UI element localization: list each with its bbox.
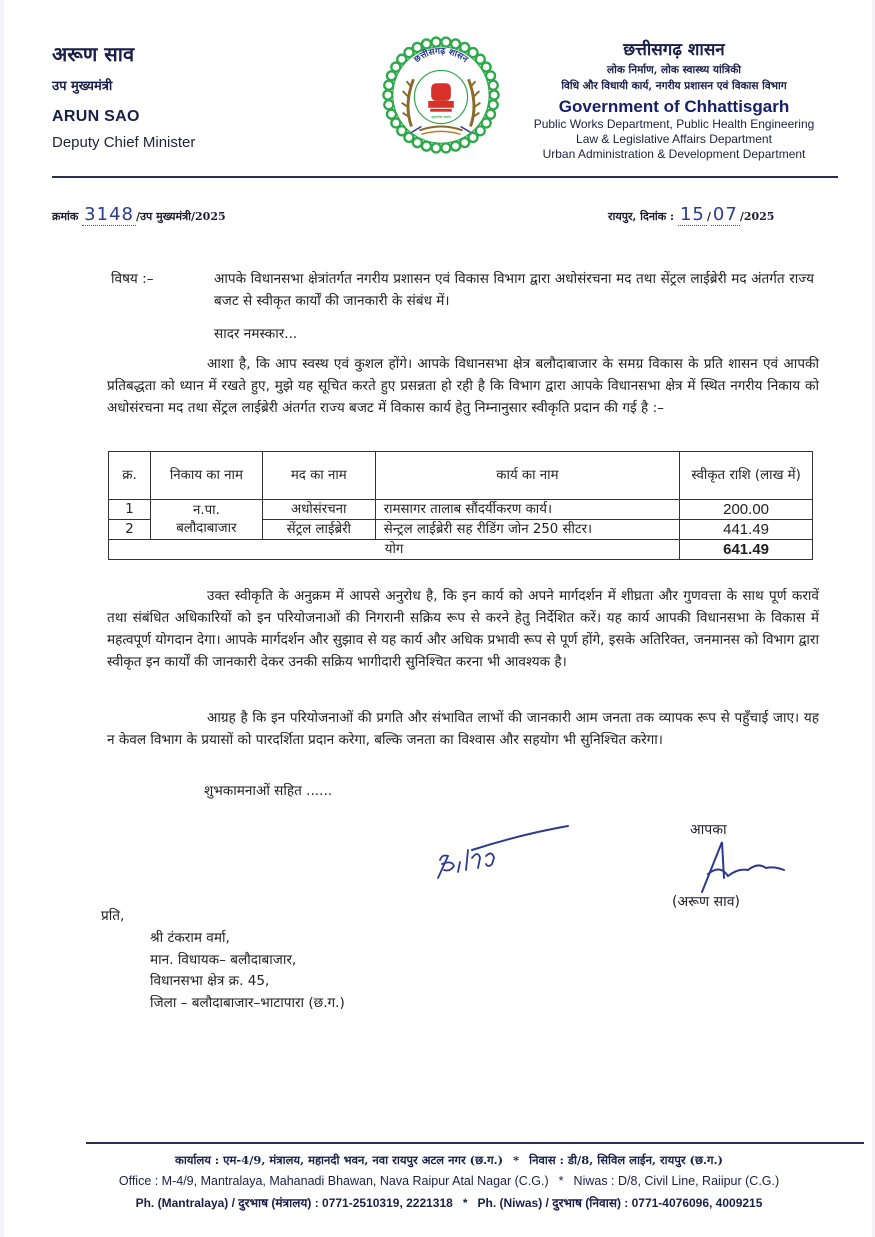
body-name-line-2: बलौदाबाजार (176, 520, 237, 536)
emblem-bead (441, 38, 450, 47)
date-day: 15 (679, 204, 705, 225)
date-separator: / (706, 210, 711, 223)
cell-work-name: सेन्ट्रल लाईब्रेरी सह रीडिंग जोन 250 सीटर। (375, 520, 679, 540)
subject-text: आपके विधानसभा क्षेत्रांतर्गत नगरीय प्रशासन एवं विकास विभाग द्वारा अधोसंरचना मद तथा सेंट्रल लाईब्रेरी मद अंतर्गत राज्य बजट से स्वीकृत कार्यों की जानकारी के संबंध में। (214, 271, 814, 309)
emblem-bead (489, 81, 498, 90)
government-name-hindi: छत्तीसगढ़ शासन (623, 40, 725, 60)
cell-amount: 441.49 (680, 520, 813, 540)
minister-name-hindi: अरूण साव (52, 42, 135, 66)
date-month: 07 (712, 204, 738, 225)
header-body-name: निकाय का नाम (150, 452, 262, 500)
paragraph-appeal: आग्रह है कि इन परियोजनाओं की प्रगति और संभावित लाभों की जानकारी आम जनता तक व्यापक रूप से पहुँचाई जाए। यह न केवल विभाग के प्रयासों को पारदर्शिता प्रदान करेगा, बल्कि जनता का विश्वास और सहयोग भी सुनिश्चित करेगा। (107, 710, 819, 748)
header-work-name: कार्य का नाम (375, 452, 679, 500)
footer-phones (64, 1194, 834, 1211)
minister-name-english: ARUN SAO (52, 108, 140, 125)
handwritten-initials-icon (432, 820, 572, 882)
emblem-bead (387, 71, 396, 80)
letterhead-divider (52, 176, 838, 178)
office-address-hindi: कार्यालय : एम-4/9, मंत्रालय, महानदी भवन, नवा रायपुर अटल नगर (छ.ग.) (175, 1153, 504, 1167)
cell-serial: 1 (109, 500, 151, 520)
minister-title-english: Deputy Chief Minister (52, 134, 196, 151)
office-phone: Ph. (Mantralaya) / दुरभाष (मंत्रालय) : 0771-2510319, 2221318 (135, 1196, 453, 1210)
emblem-bead (383, 90, 392, 99)
emblem-bead (441, 143, 450, 152)
total-amount: 641.49 (680, 540, 813, 560)
emblem-bead (387, 110, 396, 119)
recipient-label: प्रति, (101, 908, 125, 924)
emblem-bead (432, 38, 441, 47)
date-year: /2025 (739, 210, 775, 223)
footer-address-english (64, 1174, 834, 1188)
state-emblem-icon (382, 36, 500, 154)
reference-prefix: क्रमांक (52, 210, 79, 223)
cell-budget-head: सेंट्रल लाईब्रेरी (262, 520, 375, 540)
emblem-bead (486, 71, 495, 80)
emblem-bead (489, 100, 498, 109)
footer-address-hindi (64, 1153, 834, 1168)
recipient-district: जिला – बलौदाबाजार–भाटापारा (छ.ग.) (150, 994, 345, 1011)
office-address-english: Office : M-4/9, Mantralaya, Mahanadi Bhawan, Nava Raipur Atal Nagar (C.G.) (118, 1174, 549, 1188)
reference-number (52, 204, 226, 225)
emblem-bead (451, 142, 460, 151)
recipient-constituency: विधानसभा क्षेत्र क्र. 45, (150, 973, 270, 989)
sanction-table (108, 451, 813, 560)
minister-title-hindi: उप मुख्यमंत्री (52, 79, 113, 94)
department-english-line-2: Law & Legislative Affairs Department (576, 132, 772, 146)
department-hindi-line-2: विधि और विधायी कार्य, नगरीय प्रशासन एवं विकास विभाग (561, 80, 787, 92)
government-name-english: Government of Chhattisgarh (558, 97, 790, 116)
emblem-motto: सत्यमेव जयते (431, 114, 451, 120)
cell-serial: 2 (109, 520, 151, 540)
cell-budget-head: अधोसंरचना (262, 500, 375, 520)
date-prefix: रायपुर, दिनांक : (608, 210, 675, 223)
emblem-bead (460, 138, 469, 147)
paragraph-request: उक्त स्वीकृति के अनुक्रम में आपसे अनुरोध है, कि इन कार्य को अपने मार्गदर्शन में शीघ्रता और गुणवत्ता के साथ पूर्ण करावें तथा संबंधित अधिकारियों को इन परियोजनाओं की निगरानी सक्रिय रूप से करने हेतु निर्देशित करें। यह कार्य आपकी विधानसभा के विकास में महत्वपूर्ण योगदान देगा। आपके मार्गदर्शन और सुझाव से यह कार्य और अधिक प्रभावी रूप से पूर्ण होंगे, इसके अतिरिक्त, जनमानस को विभाग द्वारा स्वीकृत इन कार्यों की जानकारी देकर उनकी सक्रिय भागीदारी सुनिश्चित करना भी आवश्यक है। (107, 588, 819, 670)
minister-signature-icon (694, 838, 789, 894)
table-row (109, 500, 813, 520)
residence-phone: Ph. (Niwas) / दुरभाष (निवास) : 0771-4076096, 4009215 (477, 1196, 763, 1210)
residence-address-hindi: निवास : डी/8, सिविल लाईन, रायपुर (छ.ग.) (529, 1153, 723, 1167)
letterhead-minister-block (52, 40, 195, 151)
department-english-line-3: Urban Administration & Development Department (542, 147, 806, 161)
reference-number-handwritten: 3148 (84, 204, 134, 225)
closing-wishes: शुभकामनाओं सहित ...... (204, 783, 333, 799)
emblem-bead (490, 90, 499, 99)
cell-work-name: रामसागर तालाब सौंदर्यीकरण कार्य। (375, 500, 679, 520)
letterhead-government-block (509, 38, 839, 162)
recipient-name: श्री टंकराम वर्मा, (150, 930, 230, 946)
valediction: आपका (690, 822, 727, 838)
emblem-bead (486, 110, 495, 119)
cell-amount: 200.00 (680, 500, 813, 520)
total-label: योग (109, 540, 680, 560)
footer-separator: * (558, 1174, 564, 1188)
table-header-row (109, 452, 813, 500)
emblem-bead (451, 39, 460, 48)
footer-divider (86, 1142, 864, 1144)
body-name-line-1: न.पा. (192, 502, 220, 518)
emblem-bead (413, 43, 422, 52)
emblem-ring-text: छत्तीसगढ़ शासन (412, 46, 470, 66)
emblem-bead (384, 100, 393, 109)
emblem-bead (432, 143, 441, 152)
header-budget-head: मद का नाम (262, 452, 375, 500)
residence-address-english: Niwas : D/8, Civil Line, Raiipur (C.G.) (573, 1174, 780, 1188)
emblem-bead (384, 81, 393, 90)
subject-label: विषय :– (111, 271, 154, 287)
department-english-line-1: Public Works Department, Public Health Engineering (533, 117, 815, 131)
recipient-designation: मान. विधायक– बलौदाबाजार, (150, 951, 297, 968)
footer-separator: * (513, 1153, 520, 1167)
greeting: सादर नमस्कार... (214, 326, 298, 342)
paragraph-intro: आशा है, कि आप स्वस्थ एवं कुशल होंगे। आपके विधानसभा क्षेत्र बलौदाबाजार के समग्र विकास के प्रति शासन एवं आपकी प्रतिबद्धता को ध्यान में रखते हुए, मुझे यह सूचित करते हुए प्रसन्नता हो रही है कि विभाग द्वारा आपके विधानसभा क्षेत्र में स्थित नगरीय निकाय को अधोसंरचना मद तथा सेंट्रल लाईब्रेरी अंतर्गत राज्य बजट में विकास कार्य हेतु निम्नानुसार स्वीकृति प्रदान की गई है :– (107, 356, 819, 416)
reference-suffix: /उप मुख्यमंत्री/2025 (135, 210, 226, 223)
table-total-row (109, 540, 813, 560)
header-serial: क्र. (109, 452, 151, 500)
footer-separator: * (462, 1196, 468, 1210)
header-sanctioned-amount: स्वीकृत राशि (लाख में) (680, 452, 813, 500)
cell-body-name (150, 500, 262, 540)
letter-date (608, 204, 774, 225)
department-hindi-line-1: लोक निर्माण, लोक स्वास्थ्य यांत्रिकी (607, 64, 741, 76)
emblem-bead (422, 142, 431, 151)
recipient-address (150, 928, 345, 1014)
letter-page (4, 0, 872, 1237)
emblem-bead (422, 39, 431, 48)
signer-name: (अरूण साव) (672, 894, 740, 910)
